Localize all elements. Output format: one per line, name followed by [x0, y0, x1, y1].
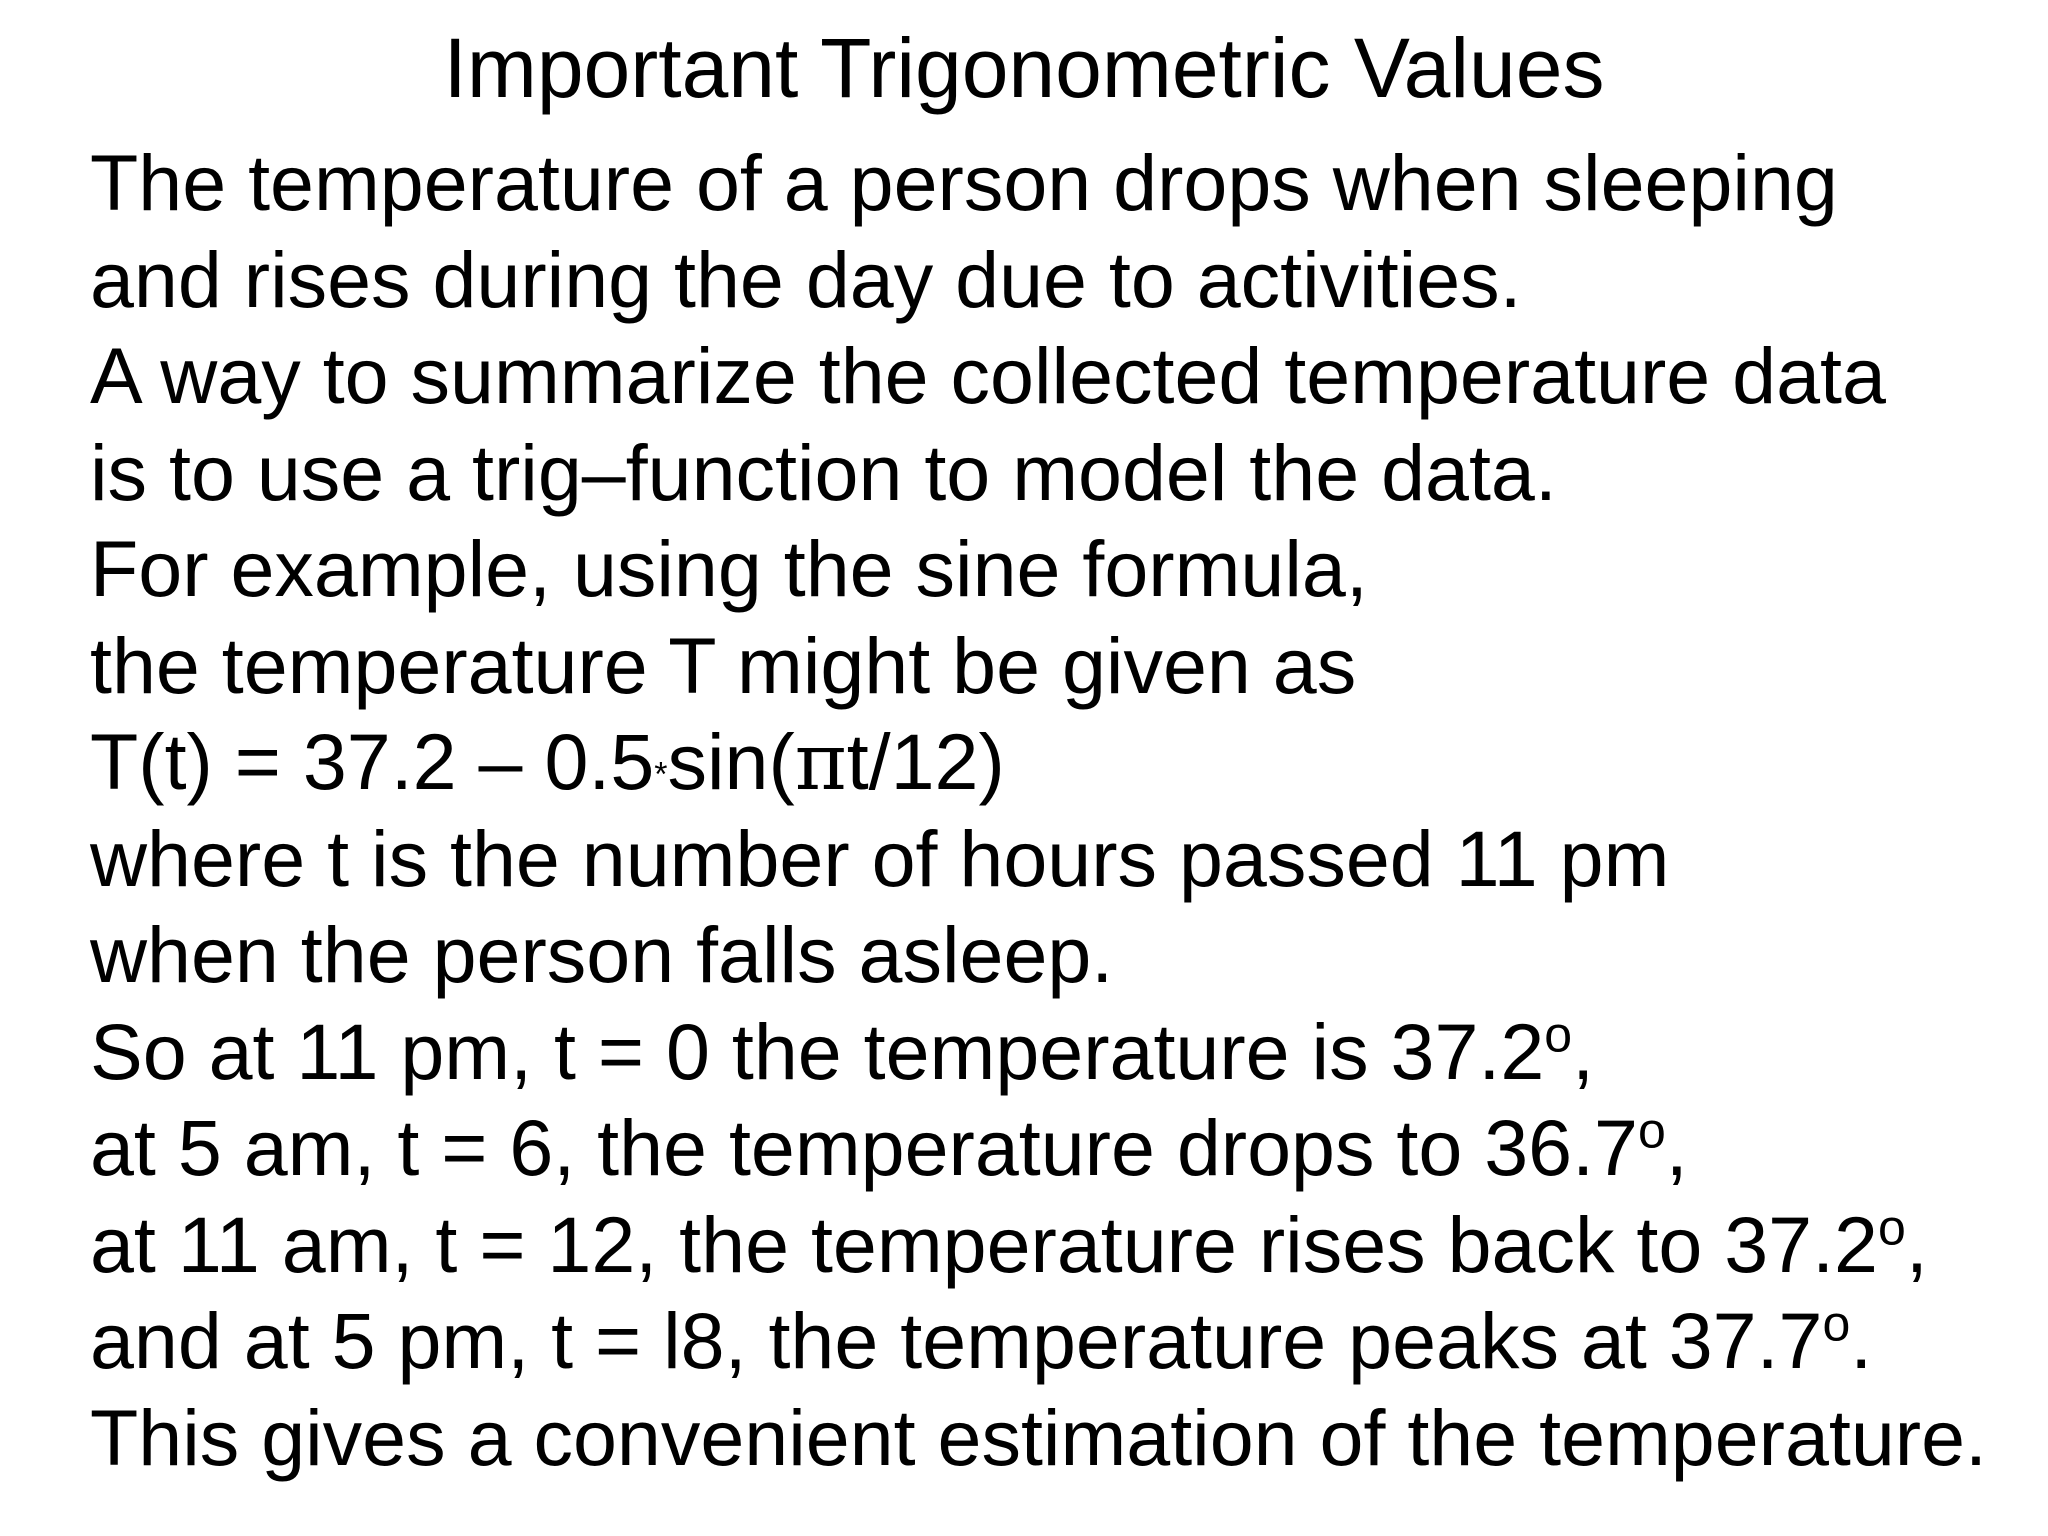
example-line — [90, 1197, 2040, 1294]
example-line — [90, 1004, 2040, 1101]
body-line: The temperature of a person drops when sleeping — [90, 138, 1838, 227]
formula-pi: π — [794, 716, 847, 808]
formula-func: sin( — [667, 717, 795, 806]
degree-symbol: o — [1822, 1295, 1851, 1352]
body-line: A way to summarize the collected temperature data — [90, 331, 1886, 420]
body-line: is to use a trig–function to model the data. — [90, 427, 1557, 517]
example-punct: . — [1850, 1296, 1873, 1385]
example-text: So at 11 pm, t = 0 the temperature is 37.2 — [90, 1006, 1545, 1096]
example-punct: , — [1665, 1103, 1688, 1192]
body-line: when the person falls asleep. — [90, 910, 1114, 999]
degree-symbol: o — [1637, 1102, 1666, 1159]
closing-line: This gives a convenient estimation of the temperature. — [90, 1392, 1988, 1482]
slide-body — [90, 135, 2040, 1486]
body-line: and rises during the day due to activities. — [90, 234, 1522, 324]
example-punct: , — [1905, 1199, 1928, 1289]
degree-symbol: o — [1878, 1199, 1906, 1255]
example-line — [90, 1293, 2040, 1390]
example-text: at 5 am, t = 6, the temperature drops to 36.7 — [90, 1103, 1638, 1192]
example-text: and at 5 pm, t = l8, the temperature peaks at 37.7 — [90, 1296, 1823, 1385]
formula-multiply: * — [654, 755, 668, 794]
example-text: at 11 am, t = 12, the temperature rises back to 37.2 — [90, 1199, 1878, 1289]
formula-line — [90, 714, 2040, 811]
body-line: For example, using the sine formula, — [90, 524, 1368, 613]
formula-lhs: T(t) = 37.2 – 0.5 — [90, 717, 655, 806]
slide-title: Important Trigonometric Values — [443, 21, 1605, 115]
body-line: the temperature T might be given as — [90, 620, 1357, 710]
example-line — [90, 1100, 2040, 1197]
degree-symbol: o — [1544, 1006, 1573, 1062]
example-punct: , — [1572, 1006, 1595, 1096]
body-line: where t is the number of hours passed 11 pm — [90, 813, 1670, 903]
formula-arg: t/12) — [846, 717, 1005, 806]
